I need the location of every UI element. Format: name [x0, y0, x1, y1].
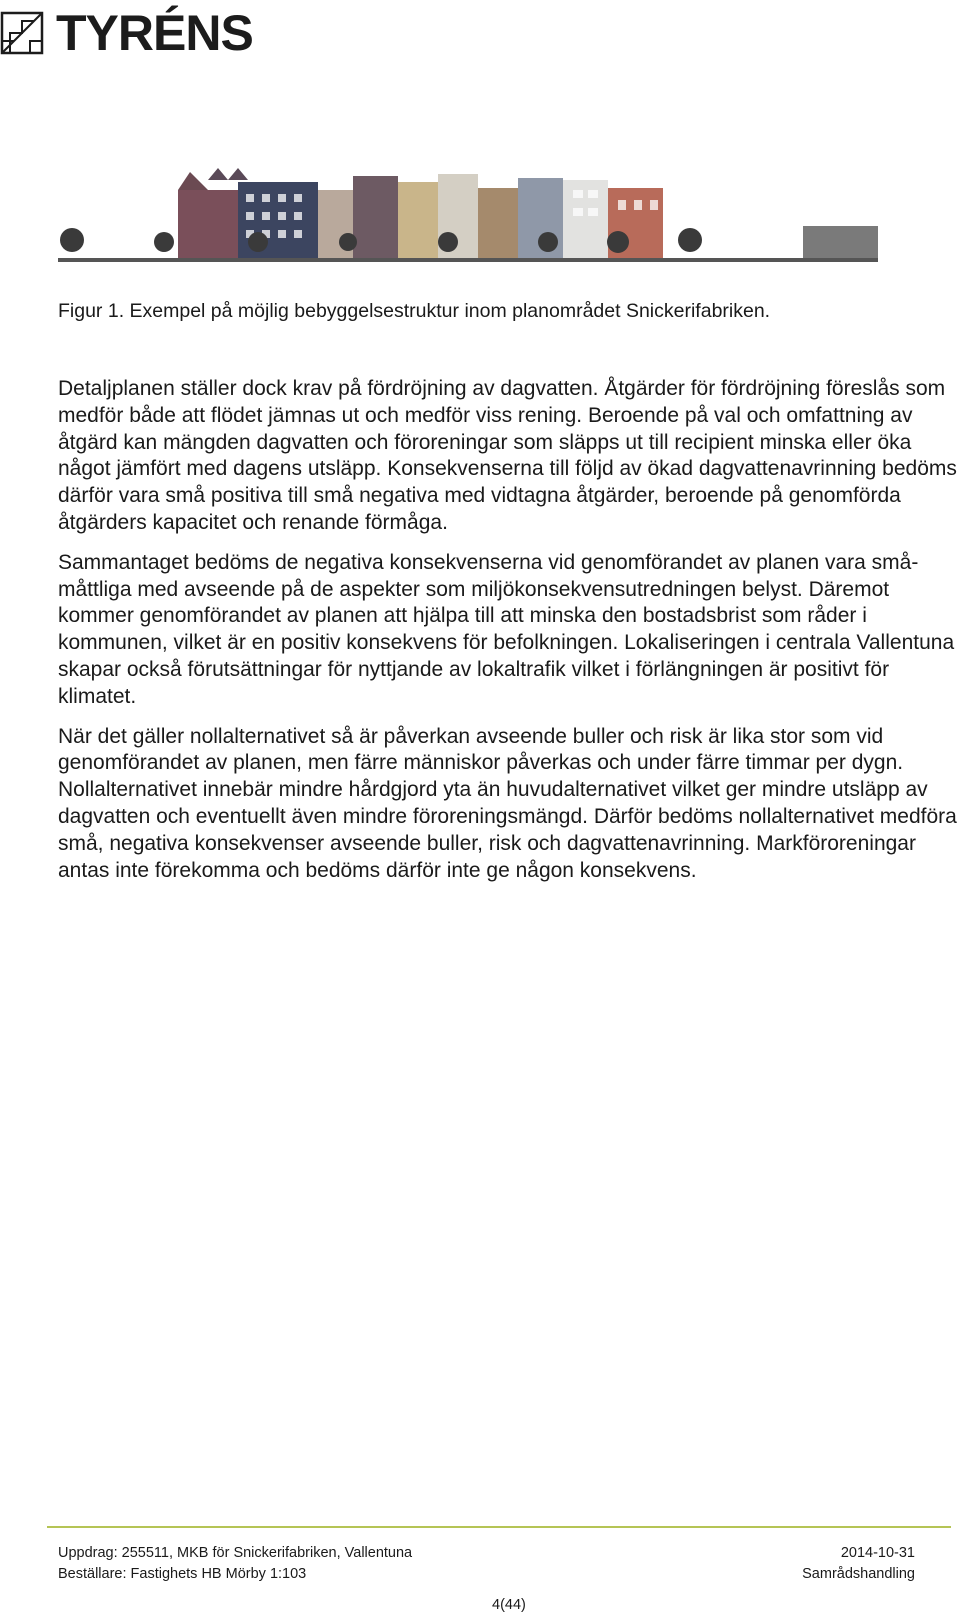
- footer-divider: [47, 1526, 951, 1528]
- paragraph: Sammantaget bedöms de negativa konsekvenserna vid genomförandet av planen vara små-måttliga med avseende på de aspekter som miljökonsekvensutredningen belyst. Däremot kommer genomförandet av planen att hjälpa till att minska den bostadsbrist som råder i kommunen, vilket är en positiv konsekvens för befolkningen. Lokaliseringen i centrala Vallentuna skapar också förutsättningar för nyttjande av lokaltrafik vilket i förlängningen är positivt för klimatet.: [58, 550, 955, 708]
- footer-client: Beställare: Fastighets HB Mörby 1:103: [58, 1566, 307, 1582]
- footer-date: 2014-10-31: [840, 1545, 915, 1561]
- body-text: [58, 376, 958, 897]
- logo-wordmark: TYRÉNS: [56, 5, 253, 61]
- logo-mark-icon: [0, 11, 44, 55]
- figure-caption: Figur 1. Exempel på möjlig bebyggelsestruktur inom planområdet Snickerifabriken.: [58, 300, 771, 322]
- building-facade-illustration: [58, 160, 878, 270]
- footer-assignment: Uppdrag: 255511, MKB för Snickerifabriken, Vallentuna: [58, 1545, 413, 1561]
- page-number: 4(44): [492, 1597, 526, 1613]
- company-logo: [0, 5, 253, 61]
- paragraph: När det gäller nollalternativet så är påverkan avseende buller och risk är lika stor som vid genomförandet av planen, men färre människor påverkas och under färre timmar per dygn. Nollalternativet innebär mindre hårdgjord yta än huvudalternativet vilket ger mindre utsläpp av dagvatten och eventuellt även mindre föroreningsmängd. Därför bedöms nollalternativet medföra små, negativa konsekvenser avseende buller, risk och dagvattenavrinning. Markföroreningar antas inte förekomma och bedöms därför inte ge någon konsekvens.: [58, 724, 957, 882]
- paragraph: Detaljplanen ställer dock krav på fördröjning av dagvatten. Åtgärder för fördröjning föreslås som medför både att flödet jämnas ut och medför viss rening. Beroende på val och omfattning av åtgärd kan mängden dagvatten och föroreningar som släpps ut till recipient minska eller öka något jämfört med dagens utsläpp. Konsekvenserna till följd av ökad dagvattenavrinning bedöms därför vara små positiva till små negativa med vidtagna åtgärder, beroende på genomförda åtgärders kapacitet och renande förmåga.: [58, 377, 957, 534]
- footer-doc-type: Samrådshandling: [802, 1566, 915, 1582]
